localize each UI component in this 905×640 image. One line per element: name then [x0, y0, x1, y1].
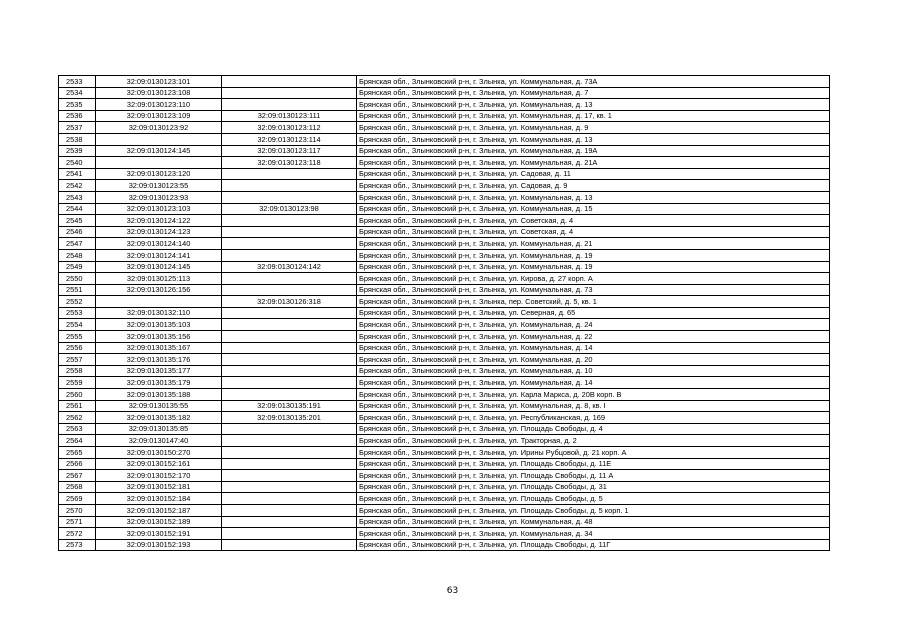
parent-cadastral-number-cell	[222, 180, 357, 192]
cadastral-number-cell: 32:09:0130123:110	[96, 99, 222, 111]
parent-cadastral-number-cell	[222, 226, 357, 238]
cadastral-number-cell: 32:09:0130124:122	[96, 215, 222, 227]
parent-cadastral-number-cell	[222, 365, 357, 377]
table-row	[59, 539, 830, 551]
address-cell: Брянская обл., Злынковский р-н, г. Злынка, ул. Коммунальная, д. 21А	[357, 157, 830, 169]
table-row	[59, 458, 830, 470]
address-cell: Брянская обл., Злынковский р-н, г. Злынка, ул. Советская, д. 4	[357, 215, 830, 227]
parent-cadastral-number-cell	[222, 481, 357, 493]
row-number-cell: 2560	[59, 389, 96, 401]
row-number-cell: 2539	[59, 145, 96, 157]
table-row	[59, 99, 830, 111]
parent-cadastral-number-cell	[222, 389, 357, 401]
table-row	[59, 76, 830, 88]
cadastral-number-cell: 32:09:0130135:167	[96, 342, 222, 354]
address-cell: Брянская обл., Злынковский р-н, г. Злынка, ул. Коммунальная, д. 20	[357, 354, 830, 366]
cadastral-number-cell: 32:09:0130124:123	[96, 226, 222, 238]
cadastral-number-cell: 32:09:0130150:270	[96, 447, 222, 459]
row-number-cell: 2547	[59, 238, 96, 250]
parent-cadastral-number-cell: 32:09:0130126:318	[222, 296, 357, 308]
table-row	[59, 342, 830, 354]
address-cell: Брянская обл., Злынковский р-н, г. Злынка, ул. Коммунальная, д. 7	[357, 87, 830, 99]
cadastral-number-cell: 32:09:0130132:110	[96, 307, 222, 319]
parent-cadastral-number-cell	[222, 87, 357, 99]
parent-cadastral-number-cell	[222, 249, 357, 261]
cadastral-number-cell: 32:09:0130152:170	[96, 470, 222, 482]
parent-cadastral-number-cell	[222, 435, 357, 447]
cadastral-number-cell: 32:09:0130123:92	[96, 122, 222, 134]
row-number-cell: 2535	[59, 99, 96, 111]
address-cell: Брянская обл., Злынковский р-н, г. Злынка, ул. Площадь Свободы, д. 5 корп. 1	[357, 504, 830, 516]
cadastral-number-cell: 32:09:0130135:55	[96, 400, 222, 412]
row-number-cell: 2549	[59, 261, 96, 273]
parent-cadastral-number-cell	[222, 423, 357, 435]
row-number-cell: 2556	[59, 342, 96, 354]
table-row	[59, 180, 830, 192]
row-number-cell: 2568	[59, 481, 96, 493]
row-number-cell: 2544	[59, 203, 96, 215]
row-number-cell: 2554	[59, 319, 96, 331]
cadastral-number-cell: 32:09:0130135:156	[96, 331, 222, 343]
table-row	[59, 203, 830, 215]
table-row	[59, 481, 830, 493]
row-number-cell: 2537	[59, 122, 96, 134]
parent-cadastral-number-cell	[222, 516, 357, 528]
row-number-cell: 2536	[59, 110, 96, 122]
row-number-cell: 2551	[59, 284, 96, 296]
table-row	[59, 87, 830, 99]
address-cell: Брянская обл., Злынковский р-н, г. Злынка, ул. Карла Маркса, д. 20В корп. В	[357, 389, 830, 401]
cadastral-number-cell: 32:09:0130124:145	[96, 145, 222, 157]
address-cell: Брянская обл., Злынковский р-н, г. Злынка, ул. Коммунальная, д. 24	[357, 319, 830, 331]
row-number-cell: 2563	[59, 423, 96, 435]
cadastral-number-cell: 32:09:0130124:145	[96, 261, 222, 273]
address-cell: Брянская обл., Злынковский р-н, г. Злынка, ул. Коммунальная, д. 19А	[357, 145, 830, 157]
parent-cadastral-number-cell: 32:09:0130123:111	[222, 110, 357, 122]
table-row	[59, 261, 830, 273]
table-row	[59, 423, 830, 435]
cadastral-number-cell: 32:09:0130124:141	[96, 249, 222, 261]
parent-cadastral-number-cell	[222, 319, 357, 331]
address-cell: Брянская обл., Злынковский р-н, г. Злынка, ул. Площадь Свободы, д. 11Г	[357, 539, 830, 551]
row-number-cell: 2538	[59, 133, 96, 145]
cadastral-number-cell: 32:09:0130123:103	[96, 203, 222, 215]
cadastral-number-cell: 32:09:0130135:182	[96, 412, 222, 424]
table-row	[59, 504, 830, 516]
table-row	[59, 133, 830, 145]
address-cell: Брянская обл., Злынковский р-н, г. Злынка, ул. Площадь Свободы, д. 4	[357, 423, 830, 435]
cadastral-number-cell: 32:09:0130135:85	[96, 423, 222, 435]
table-row	[59, 377, 830, 389]
cadastral-number-cell: 32:09:0130152:191	[96, 528, 222, 540]
row-number-cell: 2541	[59, 168, 96, 180]
row-number-cell: 2555	[59, 331, 96, 343]
parent-cadastral-number-cell	[222, 273, 357, 285]
address-cell: Брянская обл., Злынковский р-н, г. Злынка, ул. Площадь Свободы, д. 11Е	[357, 458, 830, 470]
table-row	[59, 354, 830, 366]
table-row	[59, 528, 830, 540]
row-number-cell: 2540	[59, 157, 96, 169]
address-cell: Брянская обл., Злынковский р-н, г. Злынка, ул. Площадь Свободы, д. 5	[357, 493, 830, 505]
address-cell: Брянская обл., Злынковский р-н, г. Злынка, ул. Республиканская, д. 169	[357, 412, 830, 424]
table-row	[59, 273, 830, 285]
table-row	[59, 319, 830, 331]
table-row	[59, 447, 830, 459]
cadastral-number-cell: 32:09:0130152:184	[96, 493, 222, 505]
cadastral-number-cell: 32:09:0130152:189	[96, 516, 222, 528]
address-cell: Брянская обл., Злынковский р-н, г. Злынка, ул. Северная, д. 65	[357, 307, 830, 319]
parent-cadastral-number-cell	[222, 331, 357, 343]
address-cell: Брянская обл., Злынковский р-н, г. Злынка, ул. Коммунальная, д. 13	[357, 133, 830, 145]
cadastral-number-cell: 32:09:0130152:187	[96, 504, 222, 516]
parent-cadastral-number-cell: 32:09:0130124:142	[222, 261, 357, 273]
table-row	[59, 331, 830, 343]
row-number-cell: 2559	[59, 377, 96, 389]
cadastral-number-cell: 32:09:0130152:181	[96, 481, 222, 493]
parent-cadastral-number-cell	[222, 377, 357, 389]
table-row	[59, 215, 830, 227]
parent-cadastral-number-cell	[222, 447, 357, 459]
row-number-cell: 2572	[59, 528, 96, 540]
property-register-table	[58, 75, 830, 551]
table-row	[59, 157, 830, 169]
row-number-cell: 2567	[59, 470, 96, 482]
row-number-cell: 2534	[59, 87, 96, 99]
row-number-cell: 2542	[59, 180, 96, 192]
cadastral-number-cell: 32:09:0130123:93	[96, 191, 222, 203]
address-cell: Брянская обл., Злынковский р-н, г. Злынка, ул. Кирова, д. 27 корп. А	[357, 273, 830, 285]
address-cell: Брянская обл., Злынковский р-н, г. Злынка, ул. Садовая, д. 11	[357, 168, 830, 180]
address-cell: Брянская обл., Злынковский р-н, г. Злынка, ул. Коммунальная, д. 8, кв. I	[357, 400, 830, 412]
table-row	[59, 400, 830, 412]
row-number-cell: 2562	[59, 412, 96, 424]
cadastral-number-cell: 32:09:0130123:101	[96, 76, 222, 88]
row-number-cell: 2546	[59, 226, 96, 238]
row-number-cell: 2564	[59, 435, 96, 447]
page-number: 63	[446, 586, 459, 596]
table-row	[59, 470, 830, 482]
address-cell: Брянская обл., Злынковский р-н, г. Злынка, ул. Коммунальная, д. 73	[357, 284, 830, 296]
table-row	[59, 307, 830, 319]
table-row	[59, 296, 830, 308]
row-number-cell: 2550	[59, 273, 96, 285]
parent-cadastral-number-cell: 32:09:0130123:118	[222, 157, 357, 169]
table-row	[59, 168, 830, 180]
cadastral-number-cell: 32:09:0130147:40	[96, 435, 222, 447]
parent-cadastral-number-cell: 32:09:0130123:98	[222, 203, 357, 215]
row-number-cell: 2548	[59, 249, 96, 261]
parent-cadastral-number-cell	[222, 504, 357, 516]
row-number-cell: 2545	[59, 215, 96, 227]
table-row	[59, 145, 830, 157]
parent-cadastral-number-cell	[222, 528, 357, 540]
parent-cadastral-number-cell: 32:09:0130135:201	[222, 412, 357, 424]
cadastral-number-cell: 32:09:0130126:156	[96, 284, 222, 296]
parent-cadastral-number-cell: 32:09:0130123:117	[222, 145, 357, 157]
address-cell: Брянская обл., Злынковский р-н, г. Злынка, ул. Коммунальная, д. 13	[357, 99, 830, 111]
cadastral-number-cell: 32:09:0130135:179	[96, 377, 222, 389]
parent-cadastral-number-cell	[222, 307, 357, 319]
address-cell: Брянская обл., Злынковский р-н, г. Злынка, ул. Площадь Свободы, д. 31	[357, 481, 830, 493]
parent-cadastral-number-cell	[222, 215, 357, 227]
address-cell: Брянская обл., Злынковский р-н, г. Злынка, ул. Коммунальная, д. 14	[357, 342, 830, 354]
parent-cadastral-number-cell	[222, 168, 357, 180]
table-row	[59, 226, 830, 238]
parent-cadastral-number-cell	[222, 76, 357, 88]
address-cell: Брянская обл., Злынковский р-н, г. Злынка, ул. Коммунальная, д. 19	[357, 261, 830, 273]
table-row	[59, 516, 830, 528]
table-row	[59, 191, 830, 203]
cadastral-number-cell: 32:09:0130135:103	[96, 319, 222, 331]
table-row	[59, 435, 830, 447]
cadastral-number-cell: 32:09:0130125:113	[96, 273, 222, 285]
cadastral-number-cell: 32:09:0130135:188	[96, 389, 222, 401]
table-row	[59, 365, 830, 377]
address-cell: Брянская обл., Злынковский р-н, г. Злынка, ул. Коммунальная, д. 48	[357, 516, 830, 528]
address-cell: Брянская обл., Злынковский р-н, г. Злынка, ул. Коммунальная, д. 73А	[357, 76, 830, 88]
cadastral-number-cell: 32:09:0130123:109	[96, 110, 222, 122]
parent-cadastral-number-cell	[222, 284, 357, 296]
parent-cadastral-number-cell	[222, 354, 357, 366]
address-cell: Брянская обл., Злынковский р-н, г. Злынка, ул. Коммунальная, д. 34	[357, 528, 830, 540]
row-number-cell: 2553	[59, 307, 96, 319]
table-row	[59, 110, 830, 122]
table-row	[59, 284, 830, 296]
cadastral-number-cell	[96, 157, 222, 169]
parent-cadastral-number-cell	[222, 342, 357, 354]
address-cell: Брянская обл., Злынковский р-н, г. Злынка, ул. Коммунальная, д. 10	[357, 365, 830, 377]
cadastral-number-cell: 32:09:0130123:108	[96, 87, 222, 99]
address-cell: Брянская обл., Злынковский р-н, г. Злынка, ул. Коммунальная, д. 9	[357, 122, 830, 134]
address-cell: Брянская обл., Злынковский р-н, г. Злынка, ул. Садовая, д. 9	[357, 180, 830, 192]
address-cell: Брянская обл., Злынковский р-н, г. Злынка, ул. Площадь Свободы, д. 11 А	[357, 470, 830, 482]
parent-cadastral-number-cell: 32:09:0130135:191	[222, 400, 357, 412]
cadastral-number-cell: 32:09:0130124:140	[96, 238, 222, 250]
table-body	[59, 76, 830, 551]
cadastral-number-cell: 32:09:0130135:176	[96, 354, 222, 366]
table-row	[59, 238, 830, 250]
address-cell: Брянская обл., Злынковский р-н, г. Злынка, пер. Советский, д. 5, кв. 1	[357, 296, 830, 308]
parent-cadastral-number-cell	[222, 238, 357, 250]
cadastral-number-cell: 32:09:0130123:55	[96, 180, 222, 192]
table-row	[59, 412, 830, 424]
row-number-cell: 2573	[59, 539, 96, 551]
parent-cadastral-number-cell: 32:09:0130123:114	[222, 133, 357, 145]
row-number-cell: 2558	[59, 365, 96, 377]
row-number-cell: 2552	[59, 296, 96, 308]
row-number-cell: 2566	[59, 458, 96, 470]
parent-cadastral-number-cell	[222, 191, 357, 203]
address-cell: Брянская обл., Злынковский р-н, г. Злынка, ул. Советская, д. 4	[357, 226, 830, 238]
parent-cadastral-number-cell	[222, 458, 357, 470]
parent-cadastral-number-cell	[222, 470, 357, 482]
address-cell: Брянская обл., Злынковский р-н, г. Злынка, ул. Коммунальная, д. 15	[357, 203, 830, 215]
address-cell: Брянская обл., Злынковский р-н, г. Злынка, ул. Коммунальная, д. 14	[357, 377, 830, 389]
parent-cadastral-number-cell: 32:09:0130123:112	[222, 122, 357, 134]
row-number-cell: 2565	[59, 447, 96, 459]
cadastral-number-cell	[96, 133, 222, 145]
address-cell: Брянская обл., Злынковский р-н, г. Злынка, ул. Коммунальная, д. 22	[357, 331, 830, 343]
row-number-cell: 2543	[59, 191, 96, 203]
address-cell: Брянская обл., Злынковский р-н, г. Злынка, ул. Коммунальная, д. 13	[357, 191, 830, 203]
cadastral-number-cell: 32:09:0130135:177	[96, 365, 222, 377]
table-row	[59, 122, 830, 134]
address-cell: Брянская обл., Злынковский р-н, г. Злынка, ул. Коммунальная, д. 21	[357, 238, 830, 250]
cadastral-number-cell: 32:09:0130152:193	[96, 539, 222, 551]
address-cell: Брянская обл., Злынковский р-н, г. Злынка, ул. Коммунальная, д. 17, кв. 1	[357, 110, 830, 122]
address-cell: Брянская обл., Злынковский р-н, г. Злынка, ул. Тракторная, д. 2	[357, 435, 830, 447]
parent-cadastral-number-cell	[222, 493, 357, 505]
cadastral-number-cell	[96, 296, 222, 308]
row-number-cell: 2571	[59, 516, 96, 528]
address-cell: Брянская обл., Злынковский р-н, г. Злынка, ул. Ирины Рубцовой, д. 21 корп. А	[357, 447, 830, 459]
parent-cadastral-number-cell	[222, 99, 357, 111]
row-number-cell: 2561	[59, 400, 96, 412]
parent-cadastral-number-cell	[222, 539, 357, 551]
table-row	[59, 493, 830, 505]
cadastral-number-cell: 32:09:0130123:120	[96, 168, 222, 180]
cadastral-number-cell: 32:09:0130152:161	[96, 458, 222, 470]
table-row	[59, 249, 830, 261]
row-number-cell: 2569	[59, 493, 96, 505]
row-number-cell: 2557	[59, 354, 96, 366]
row-number-cell: 2533	[59, 76, 96, 88]
table-row	[59, 389, 830, 401]
address-cell: Брянская обл., Злынковский р-н, г. Злынка, ул. Коммунальная, д. 19	[357, 249, 830, 261]
row-number-cell: 2570	[59, 504, 96, 516]
